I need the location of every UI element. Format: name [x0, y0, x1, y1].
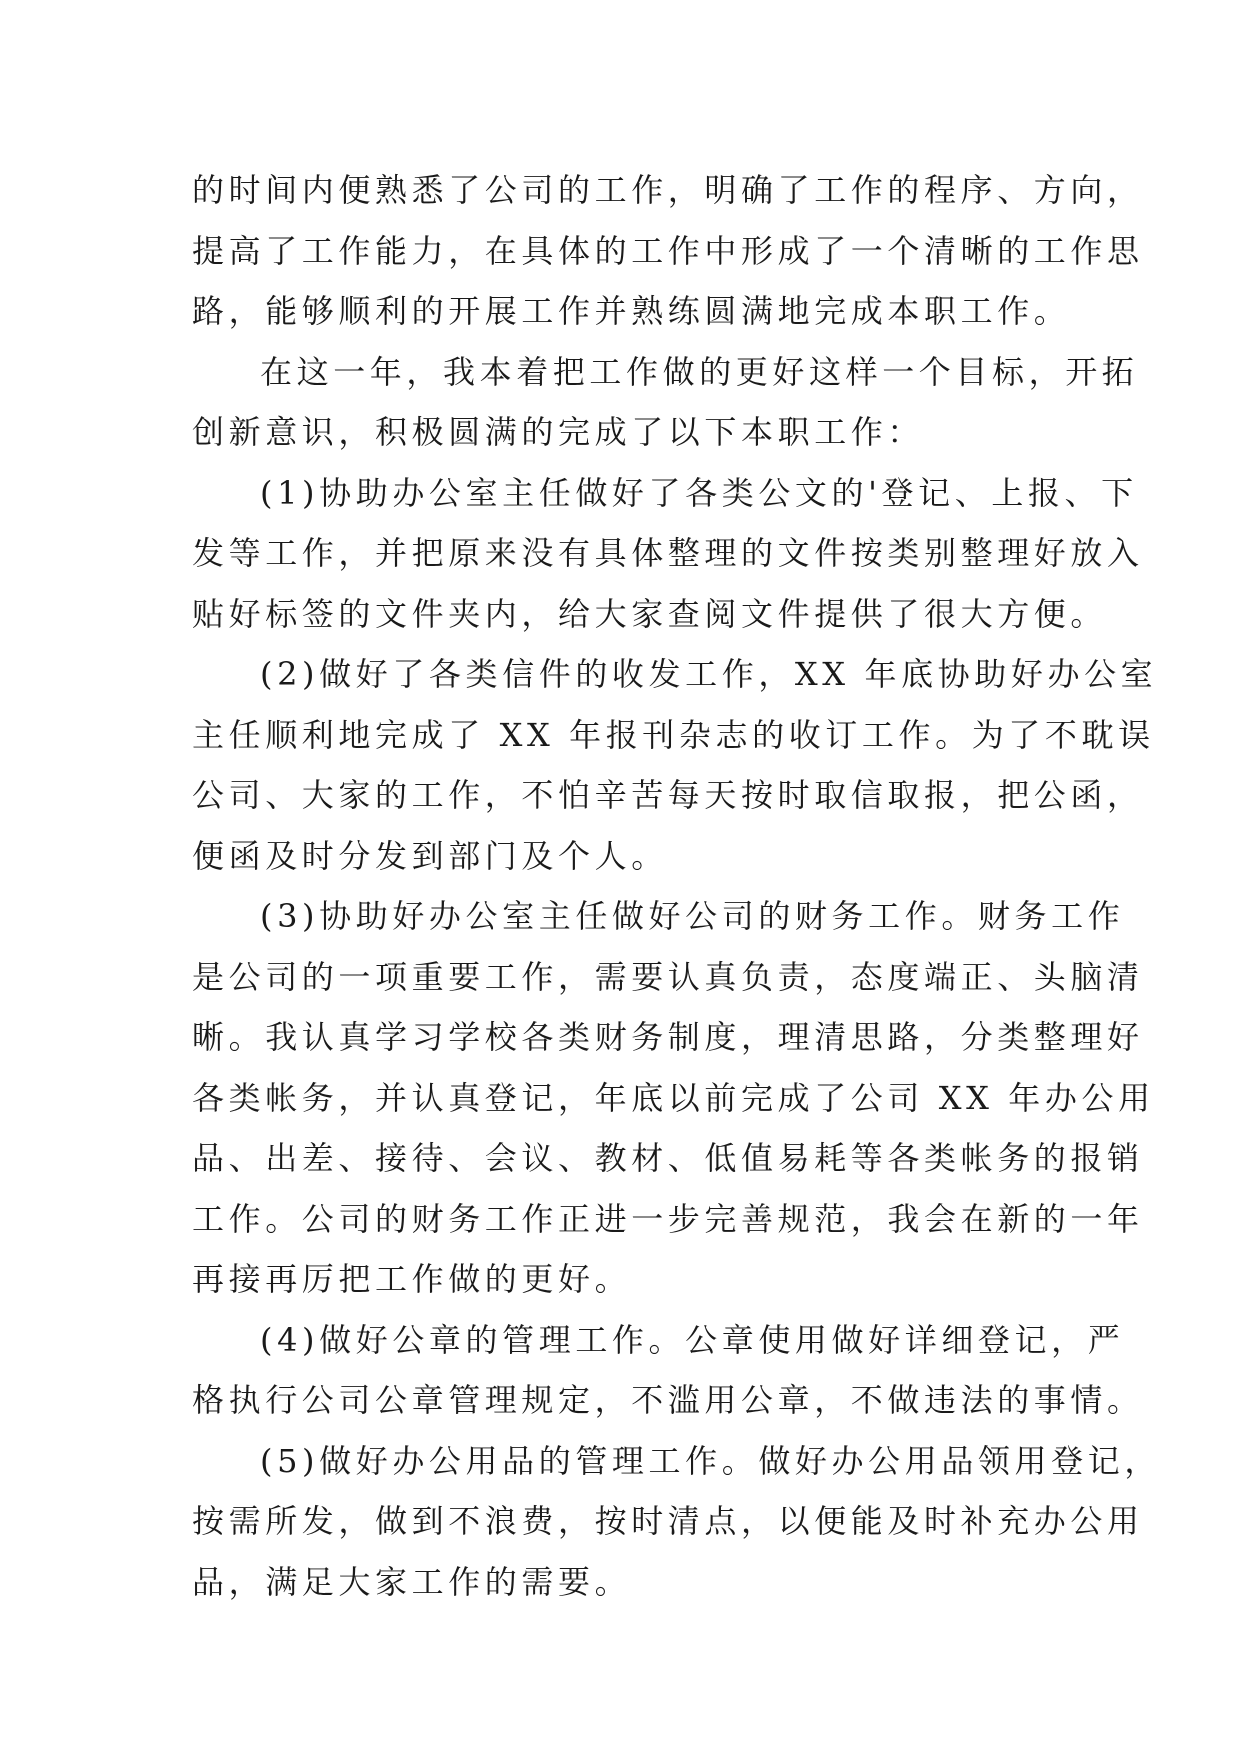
text-line: 品、出差、接待、会议、教材、低值易耗等各类帐务的报销	[192, 1139, 1144, 1177]
text-line: 格执行公司公章管理规定，不滥用公章，不做违法的事情。	[192, 1381, 1144, 1419]
text-line: 晰。我认真学习学校各类财务制度，理清思路，分类整理好	[192, 1018, 1144, 1056]
list-item-1-start: (1)协助办公室主任做好了各类公文的'登记、上报、下	[260, 473, 1138, 512]
text-line: 提高了工作能力，在具体的工作中形成了一个清晰的工作思	[192, 231, 1144, 270]
paragraph-start-line: 在这一年，我本着把工作做的更好这样一个目标，开拓	[260, 352, 1139, 391]
document-body	[192, 160, 1161, 1612]
text-line: 是公司的一项重要工作，需要认真负责，态度端正、头脑清	[192, 957, 1144, 996]
text-line: 再接再厉把工作做的更好。	[192, 1260, 632, 1298]
text-line: 发等工作，并把原来没有具体整理的文件按类别整理好放入	[192, 534, 1144, 572]
list-item-2-start: (2)做好了各类信件的收发工作，XX 年底协助好办公室	[260, 655, 1158, 693]
list-item-3-start: (3)协助好办公室主任做好公司的财务工作。财务工作	[260, 897, 1125, 935]
text-line: 主任顺利地完成了 XX 年报刊杂志的收订工作。为了不耽误	[192, 715, 1155, 754]
text-line: 品，满足大家工作的需要。	[192, 1562, 632, 1601]
text-line: 工作。公司的财务工作正进一步完善规范，我会在新的一年	[192, 1199, 1144, 1238]
list-item-4-start: (4)做好公章的管理工作。公章使用做好详细登记，严	[260, 1320, 1125, 1359]
text-line: 创新意识，积极圆满的完成了以下本职工作：	[192, 413, 925, 451]
text-line: 便函及时分发到部门及个人。	[192, 836, 668, 875]
text-line: 各类帐务，并认真登记，年底以前完成了公司 XX 年办公用	[192, 1078, 1155, 1117]
text-line: 贴好标签的文件夹内，给大家查阅文件提供了很大方便。	[192, 594, 1108, 633]
list-item-5-start: (5)做好办公用品的管理工作。做好办公用品领用登记，	[260, 1441, 1161, 1480]
text-line: 路，能够顺利的开展工作并熟练圆满地完成本职工作。	[192, 292, 1071, 330]
text-line: 公司、大家的工作，不怕辛苦每天按时取信取报，把公函，	[192, 776, 1144, 814]
text-line: 的时间内便熟悉了公司的工作，明确了工作的程序、方向，	[192, 171, 1144, 209]
text-line: 按需所发，做到不浪费，按时清点，以便能及时补充办公用	[192, 1502, 1144, 1540]
